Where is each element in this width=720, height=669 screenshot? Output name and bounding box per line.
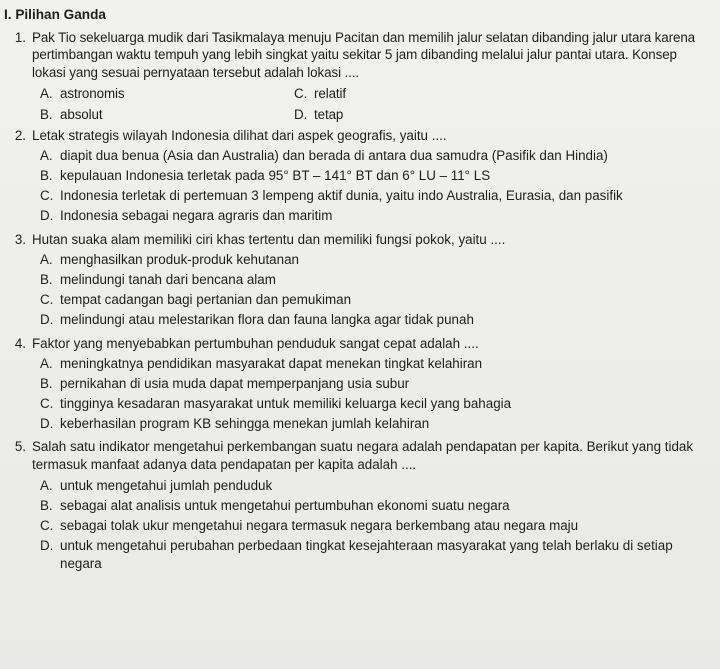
option-b[interactable] — [40, 497, 710, 515]
option-text: Indonesia terletak di pertemuan 3 lempeng aktif dunia, yaitu indo Australia, Eurasia, dan pasifik — [60, 188, 623, 204]
question-text: Hutan suaka alam memiliki ciri khas tertentu dan memiliki fungsi pokok, yaitu .... — [32, 231, 506, 247]
option-d[interactable] — [40, 415, 710, 433]
question-2 — [4, 127, 710, 228]
option-b[interactable] — [40, 375, 710, 393]
option-label: C. — [40, 517, 54, 533]
option-label: C. — [40, 188, 54, 204]
option-a[interactable] — [40, 355, 710, 373]
option-a[interactable] — [40, 477, 710, 495]
option-label: D. — [40, 312, 54, 328]
option-b[interactable] — [40, 271, 710, 289]
option-b[interactable] — [40, 106, 294, 124]
options-list — [40, 147, 710, 225]
question-3 — [4, 231, 710, 332]
option-label: A. — [40, 356, 53, 372]
option-label: B. — [40, 497, 53, 513]
option-label: A. — [40, 148, 53, 164]
option-text: melindungi atau melestarikan flora dan fauna langka agar tidak punah — [60, 312, 474, 328]
option-d[interactable] — [40, 311, 710, 329]
option-text: keberhasilan program KB sehingga menekan jumlah kelahiran — [60, 416, 430, 432]
option-text: untuk mengetahui perubahan perbedaan tingkat kesejahteraan masyarakat yang telah berlaku di setiap negara — [60, 537, 673, 571]
options-grid — [40, 85, 710, 123]
question-text: Pak Tio sekeluarga mudik dari Tasikmalaya menuju Pacitan dan memilih jalur selatan dibanding jalur utara karena pertimbangan waktu tempuh yang lebih singkat yaitu sekitar 5 jam dibanding melalui jalur pantai utara. Konsep lokasi yang sesuai pernyataan tersebut adalah lokasi .... — [32, 29, 696, 80]
option-label: D. — [40, 416, 54, 432]
option-c[interactable] — [40, 517, 710, 535]
section-title: I. Pilihan Ganda — [4, 7, 106, 22]
option-text: absolut — [60, 106, 103, 122]
question-text: Salah satu indikator mengetahui perkembangan suatu negara adalah pendapatan per kapita. Berikut yang tidak termasuk manfaat adanya data pendapatan per kapita adalah .... — [32, 439, 694, 473]
option-text: tingginya kesadaran masyarakat untuk memiliki keluarga kecil yang bahagia — [60, 396, 512, 412]
option-text: untuk mengetahui jumlah penduduk — [60, 477, 273, 493]
question-text: Faktor yang menyebabkan pertumbuhan penduduk sangat cepat adalah .... — [32, 335, 479, 351]
option-text: Indonesia sebagai negara agraris dan maritim — [60, 208, 333, 224]
option-label: B. — [40, 168, 53, 184]
option-label: B. — [40, 106, 53, 122]
option-d[interactable] — [294, 106, 710, 124]
question-number: 1. — [14, 29, 26, 45]
option-label: A. — [40, 477, 53, 493]
option-text: melindungi tanah dari bencana alam — [60, 272, 276, 288]
option-label: C. — [40, 292, 54, 308]
option-text: sebagai tolak ukur mengetahui negara termasuk negara berkembang atau negara maju — [60, 517, 579, 533]
option-b[interactable] — [40, 167, 710, 185]
option-c[interactable] — [40, 187, 710, 205]
options-list — [40, 355, 710, 433]
question-5 — [4, 438, 710, 574]
option-label: A. — [40, 252, 53, 268]
option-text: meningkatnya pendidikan masyarakat dapat menekan tingkat kelahiran — [60, 356, 483, 372]
option-a[interactable] — [40, 85, 294, 103]
option-c[interactable] — [294, 85, 710, 103]
option-label: D. — [40, 208, 54, 224]
question-number: 5. — [14, 439, 26, 455]
option-c[interactable] — [40, 291, 710, 309]
option-a[interactable] — [40, 251, 710, 269]
question-text: Letak strategis wilayah Indonesia dilihat dari aspek geografis, yaitu .... — [32, 127, 447, 143]
option-d[interactable] — [40, 207, 710, 225]
question-number: 4. — [14, 335, 26, 351]
question-number: 2. — [14, 127, 26, 143]
option-c[interactable] — [40, 395, 710, 413]
option-text: diapit dua benua (Asia dan Australia) dan berada di antara dua samudra (Pasifik dan Hindia) — [60, 148, 608, 164]
option-text: tetap — [314, 106, 344, 122]
option-label: B. — [40, 272, 53, 288]
option-label: C. — [294, 86, 308, 102]
option-a[interactable] — [40, 147, 710, 165]
question-1 — [4, 29, 710, 124]
options-list — [40, 251, 710, 329]
option-text: astronomis — [60, 86, 125, 102]
option-label: C. — [40, 396, 54, 412]
option-label: A. — [40, 86, 53, 102]
question-4 — [4, 335, 710, 436]
option-d[interactable] — [40, 537, 710, 572]
option-text: tempat cadangan bagi pertanian dan pemukiman — [60, 292, 352, 308]
option-text: relatif — [314, 86, 347, 102]
option-text: kepulauan Indonesia terletak pada 95° BT – 141° BT dan 6° LU – 11° LS — [60, 168, 491, 184]
option-label: D. — [40, 537, 54, 553]
option-text: menghasilkan produk-produk kehutanan — [60, 252, 299, 268]
option-label: B. — [40, 376, 53, 392]
question-number: 3. — [14, 231, 26, 247]
options-list — [40, 477, 710, 572]
option-label: D. — [294, 106, 308, 122]
option-text: sebagai alat analisis untuk mengetahui pertumbuhan ekonomi suatu negara — [60, 497, 510, 513]
option-text: pernikahan di usia muda dapat memperpanjang usia subur — [60, 376, 410, 392]
